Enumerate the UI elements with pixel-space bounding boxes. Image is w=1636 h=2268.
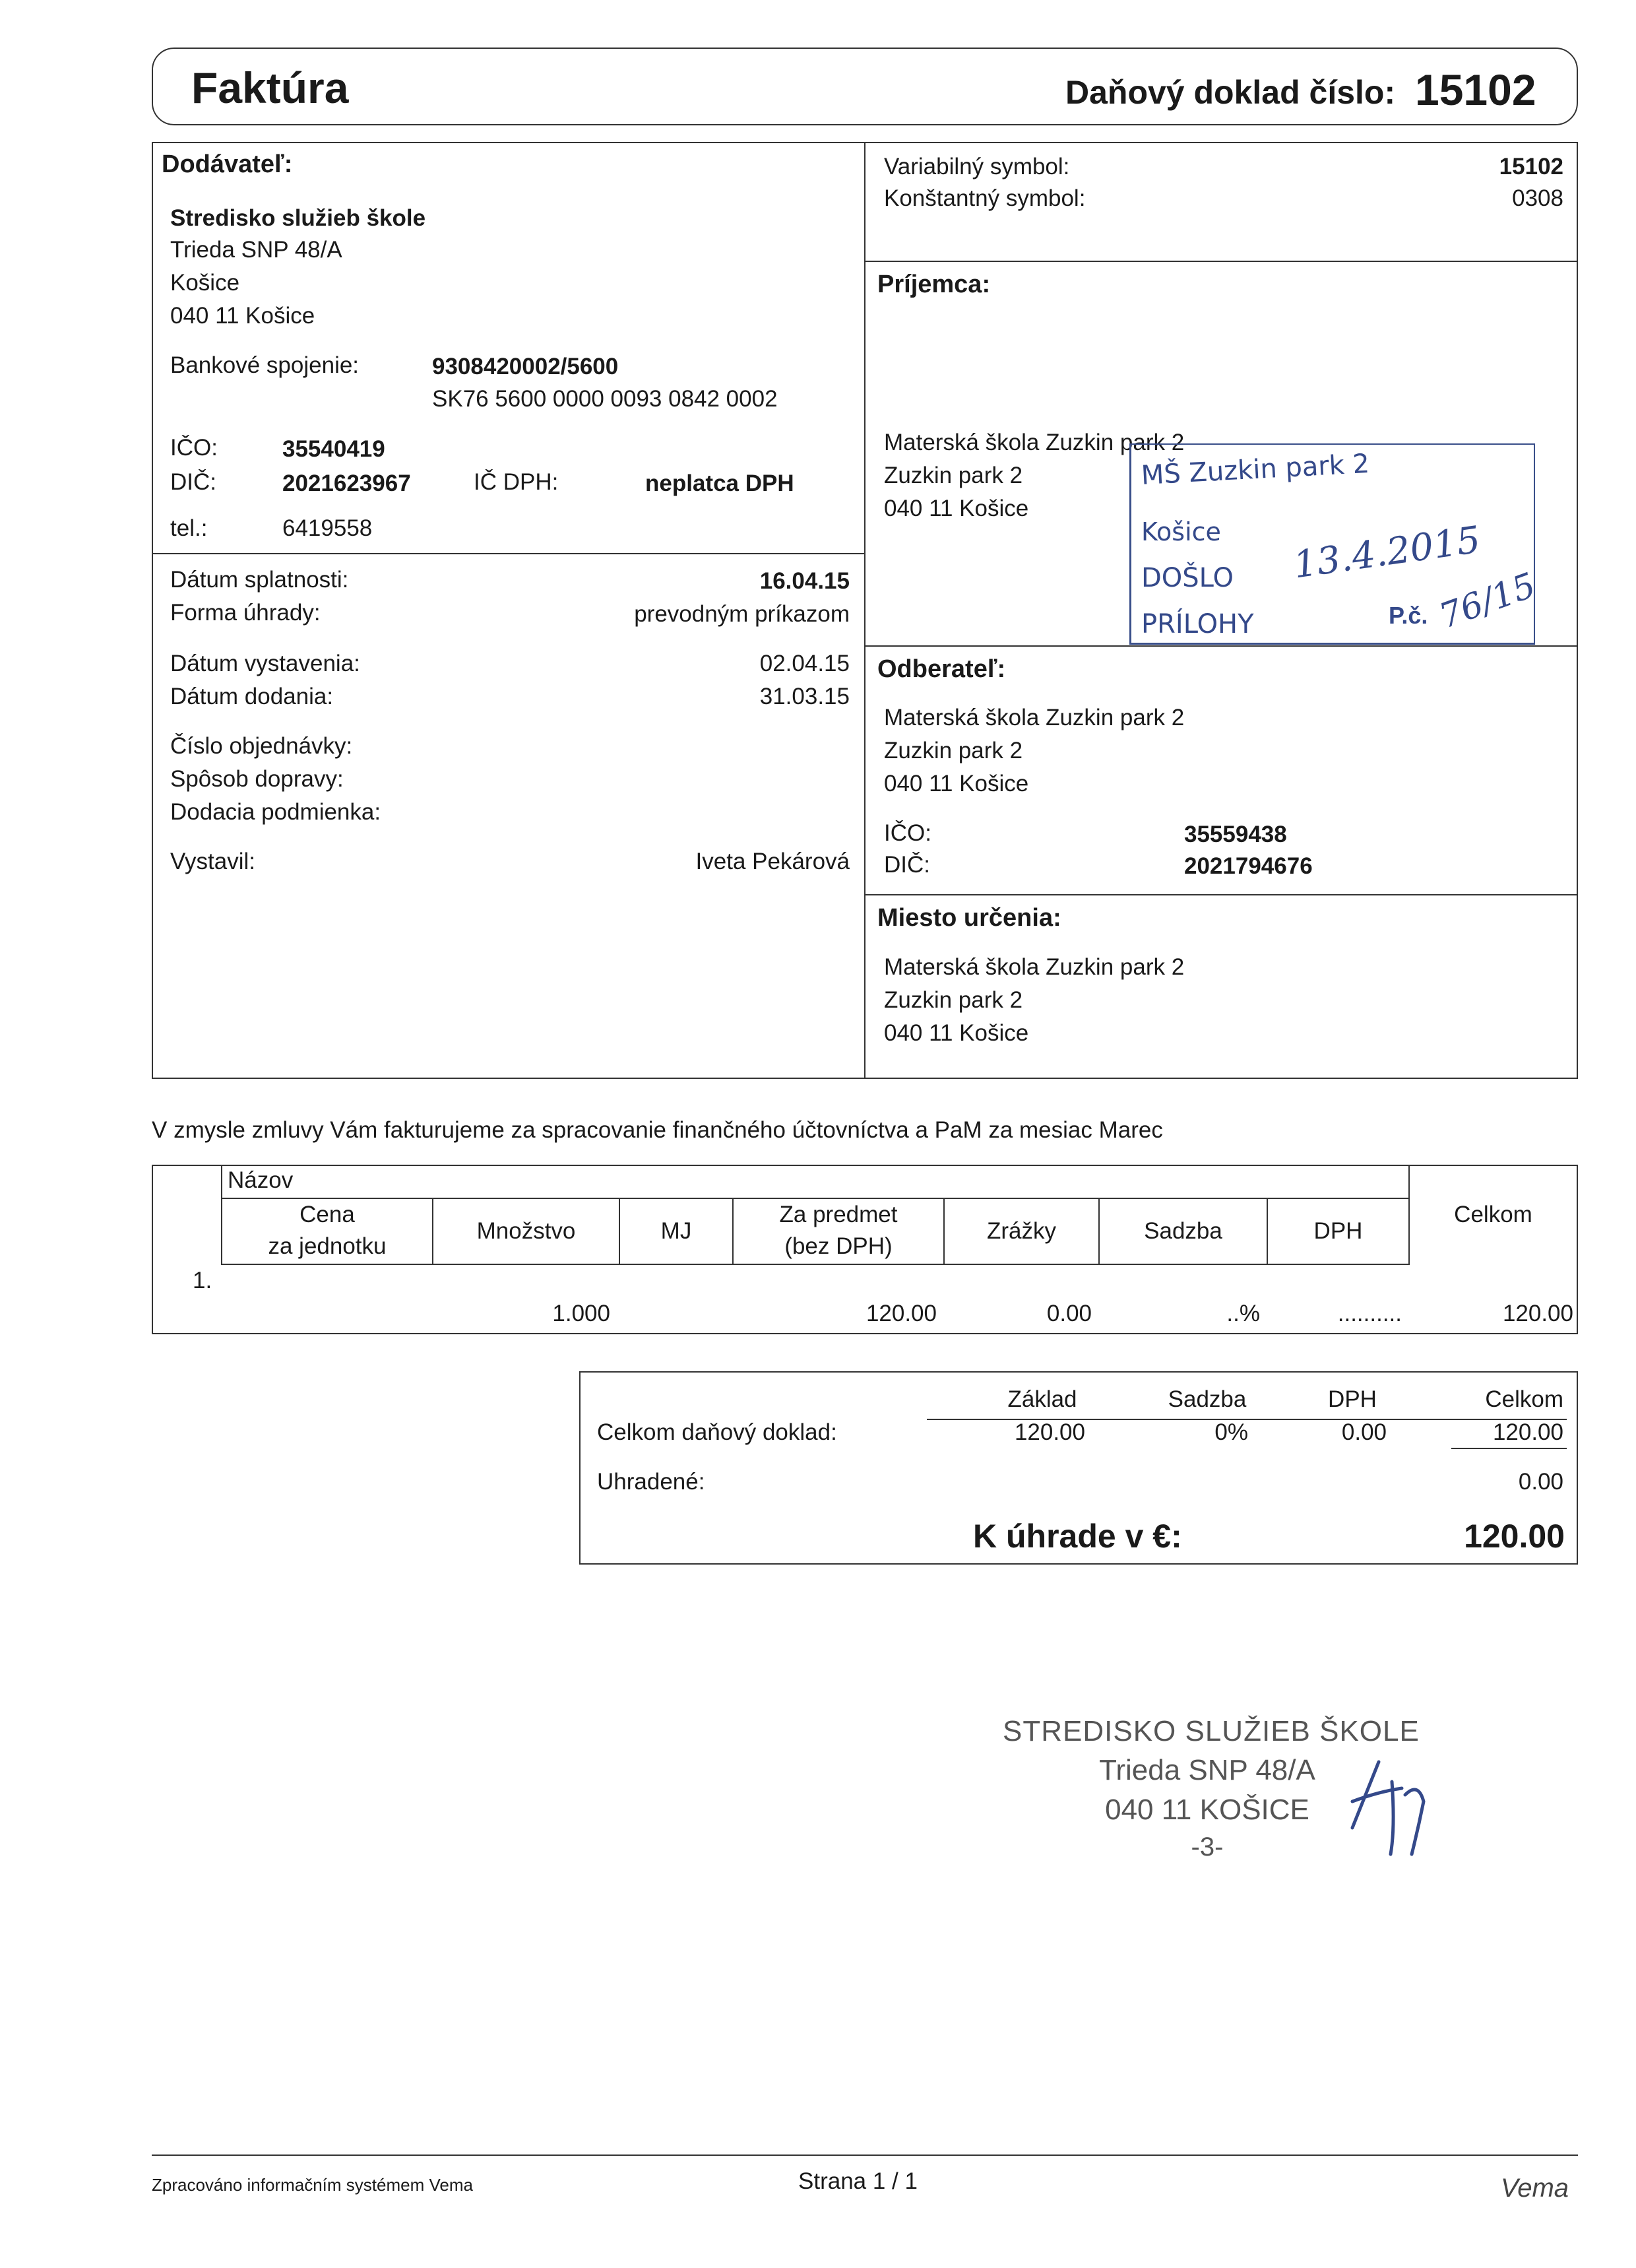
- frame-left: [152, 142, 153, 1079]
- supplier-ico: 35540419: [282, 436, 385, 462]
- stamp-line-1: MŠ Zuzkin park 2: [1140, 448, 1371, 491]
- summary-vat: 0.00: [1341, 1419, 1387, 1445]
- items-table-bottom: [152, 1333, 1578, 1334]
- summary-paid-label: Uhradené:: [597, 1469, 705, 1495]
- delivery-date: 31.03.15: [759, 684, 850, 709]
- footer-system: Zpracováno informačním systémem Vema: [152, 2175, 473, 2195]
- items-table-right: [1577, 1165, 1578, 1334]
- vema-logo: Vema: [1501, 2174, 1569, 2203]
- summary-total: 120.00: [1492, 1419, 1563, 1445]
- supplier-dic-label: DIČ:: [170, 469, 216, 495]
- summary-rate: 0%: [1214, 1419, 1248, 1445]
- supplier-city: Košice: [170, 270, 240, 296]
- recipient-street: Zuzkin park 2: [884, 463, 1023, 488]
- var-symbol-value: 15102: [1499, 154, 1563, 179]
- customer-ico-label: IČO:: [884, 820, 931, 846]
- bank-label: Bankové spojenie:: [170, 352, 360, 378]
- items-header-subject-1: Za predmet: [779, 1202, 898, 1227]
- summary-total-underline: [1451, 1448, 1567, 1449]
- invoice-title: Faktúra: [191, 63, 349, 112]
- issued-by: Iveta Pekárová: [695, 849, 850, 874]
- bank-account: 9308420002/5600: [432, 354, 619, 379]
- company-stamp-line-2: Trieda SNP 48/A: [1099, 1754, 1315, 1786]
- destination-zip-city: 040 11 Košice: [884, 1020, 1029, 1046]
- footer-line: [152, 2155, 1578, 2156]
- customer-dic-label: DIČ:: [884, 852, 930, 878]
- items-header-subject-2: (bez DPH): [784, 1233, 893, 1259]
- frame-right: [1577, 142, 1578, 1079]
- company-stamp-line-4: -3-: [1191, 1832, 1224, 1862]
- item-vat: ..........: [1337, 1301, 1402, 1326]
- items-header-unit-price-1: Cena: [299, 1202, 355, 1227]
- items-table-left: [152, 1165, 153, 1334]
- summary-total-label: Celkom daňový doklad:: [597, 1419, 837, 1445]
- item-rate: ..%: [1226, 1301, 1260, 1326]
- amount-due: 120.00: [1464, 1518, 1565, 1555]
- icdph-label: IČ DPH:: [474, 469, 559, 495]
- item-subject-amount: 120.00: [865, 1301, 937, 1326]
- supplier-street: Trieda SNP 48/A: [170, 237, 342, 263]
- summary-paid: 0.00: [1518, 1469, 1563, 1495]
- stamp-line-3: DOŠLO: [1141, 563, 1234, 593]
- recipient-zip-city: 040 11 Košice: [884, 496, 1029, 521]
- summary-total-header: Celkom: [1485, 1386, 1563, 1412]
- supplier-zip-city: 040 11 Košice: [170, 303, 315, 329]
- items-header-total: Celkom: [1454, 1202, 1532, 1227]
- supplier-heading: Dodávateľ:: [162, 150, 293, 178]
- customer-zip-city: 040 11 Košice: [884, 771, 1029, 796]
- items-header-name: Názov: [228, 1167, 294, 1193]
- payment-method: prevodným príkazom: [634, 601, 850, 627]
- items-header-unit: MJ: [660, 1218, 692, 1244]
- iban: SK76 5600 0000 0093 0842 0002: [432, 386, 778, 412]
- supplier-ico-label: IČO:: [170, 435, 218, 461]
- issue-date: 02.04.15: [759, 651, 850, 676]
- company-stamp-line-1: STREDISKO SLUŽIEB ŠKOLE: [1003, 1715, 1420, 1747]
- summary-base-header: Základ: [1007, 1386, 1077, 1412]
- summary-base: 120.00: [1014, 1419, 1085, 1445]
- item-deductions: 0.00: [1046, 1301, 1092, 1326]
- customer-dic: 2021794676: [1184, 853, 1313, 879]
- const-symbol-label: Konštantný symbol:: [884, 185, 1086, 211]
- customer-heading: Odberateľ:: [877, 655, 1006, 683]
- tax-doc-number: 15102: [1415, 65, 1536, 114]
- item-quantity: 1.000: [552, 1301, 610, 1326]
- invoice-intro: V zmysle zmluvy Vám fakturujeme za spracovanie finančného účtovníctva a PaM za mesiac Marec: [152, 1117, 1163, 1143]
- company-stamp-line-3: 040 11 KOŠICE: [1105, 1794, 1309, 1826]
- transport-label: Spôsob dopravy:: [170, 766, 344, 792]
- stamp-handwritten-date: 13.4.2015: [1290, 518, 1484, 587]
- recipient-name: Materská škola Zuzkin park 2: [884, 430, 1185, 455]
- due-date: 16.04.15: [759, 568, 850, 594]
- recipient-bottom-line: [864, 645, 1578, 647]
- items-header-deductions: Zrážky: [987, 1218, 1056, 1244]
- symbols-bottom-line: [864, 261, 1578, 262]
- item-total: 120.00: [1502, 1301, 1573, 1326]
- summary-rate-header: Sadzba: [1168, 1386, 1247, 1412]
- customer-bottom-line: [864, 894, 1578, 895]
- condition-label: Dodacia podmienka:: [170, 799, 381, 825]
- supplier-bottom-line: [152, 553, 865, 554]
- stamp-line-4: PRÍLOHY: [1141, 609, 1254, 639]
- tel-label: tel.:: [170, 515, 208, 541]
- stamp-pc-label: P.č.: [1389, 602, 1428, 629]
- issued-by-label: Vystavil:: [170, 849, 256, 874]
- items-name-row-line: [221, 1198, 1408, 1199]
- recipient-heading: Príjemca:: [877, 271, 991, 298]
- due-date-label: Dátum splatnosti:: [170, 567, 349, 593]
- items-header-bottom: [221, 1264, 1408, 1265]
- customer-name: Materská škola Zuzkin park 2: [884, 705, 1185, 730]
- order-number-label: Číslo objednávky:: [170, 733, 353, 759]
- customer-ico: 35559438: [1184, 822, 1287, 847]
- const-symbol-value: 0308: [1512, 185, 1563, 211]
- var-symbol-label: Variabilný symbol:: [884, 154, 1070, 179]
- issue-date-label: Dátum vystavenia:: [170, 651, 360, 676]
- destination-heading: Miesto určenia:: [877, 904, 1061, 932]
- destination-street: Zuzkin park 2: [884, 987, 1023, 1013]
- items-header-unit-price-2: za jednotku: [268, 1233, 387, 1259]
- frame-middle: [864, 142, 865, 1079]
- tax-doc-label: Daňový doklad číslo:: [1065, 74, 1396, 111]
- footer-page: Strana 1 / 1: [798, 2168, 918, 2194]
- items-table-top: [152, 1165, 1578, 1166]
- item-row-number: 1.: [193, 1268, 212, 1293]
- supplier-dic: 2021623967: [282, 470, 411, 496]
- items-header-vat: DPH: [1313, 1218, 1363, 1244]
- summary-vat-header: DPH: [1328, 1386, 1377, 1412]
- handwritten-signature: [1339, 1755, 1432, 1861]
- destination-name: Materská škola Zuzkin park 2: [884, 954, 1185, 980]
- payment-label: Forma úhrady:: [170, 600, 321, 626]
- delivery-date-label: Dátum dodania:: [170, 684, 334, 709]
- amount-due-label: K úhrade v €:: [973, 1518, 1182, 1555]
- customer-street: Zuzkin park 2: [884, 738, 1023, 763]
- icdph-value: neplatca DPH: [645, 470, 794, 496]
- stamp-handwritten-number: 76/15: [1434, 566, 1541, 637]
- items-header-quantity: Množstvo: [476, 1218, 576, 1244]
- stamp-line-2: Košice: [1141, 517, 1221, 546]
- items-header-rate: Sadzba: [1144, 1218, 1222, 1244]
- supplier-name: Stredisko služieb škole: [170, 205, 426, 231]
- tel-value: 6419558: [282, 515, 373, 541]
